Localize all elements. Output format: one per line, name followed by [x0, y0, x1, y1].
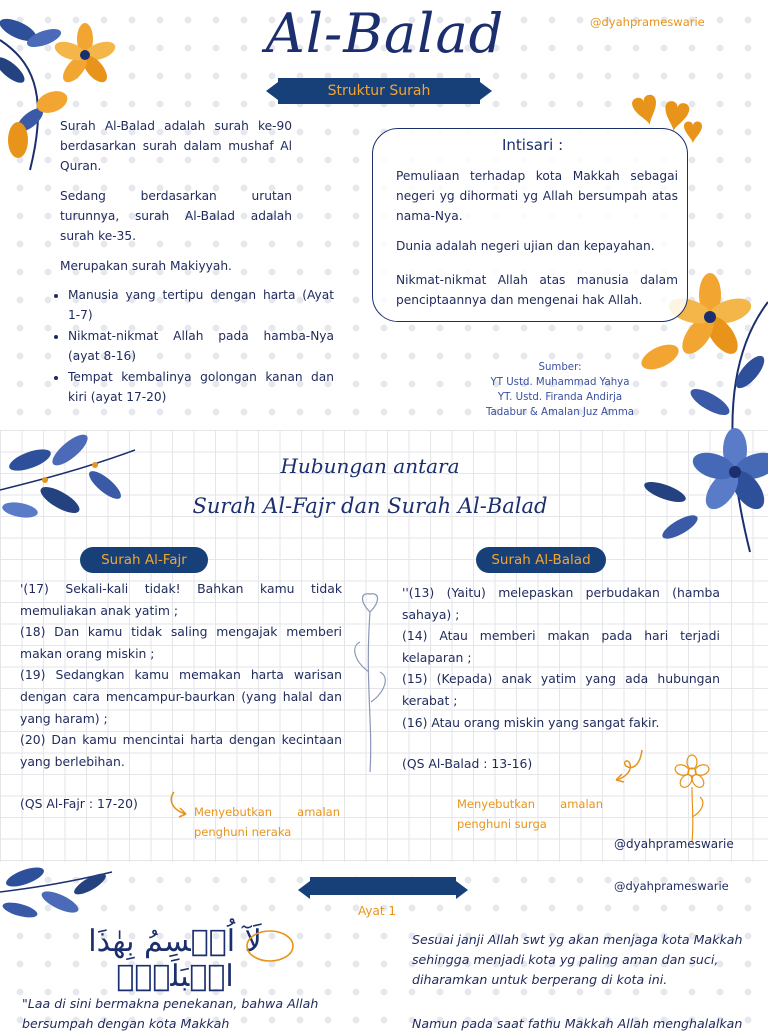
ayat-explanation-continued: Namun pada saat fathu Makkah Allah menghalalkan — [412, 1016, 743, 1031]
verse-13: ''(13) (Yaitu) melepaskan perbudakan (hamba sahaya) ; — [402, 585, 720, 622]
ayat-ribbon — [310, 877, 456, 895]
source-item: YT. Ustd. Firanda Andirja — [497, 392, 623, 403]
relation-heading-line2: Surah Al-Fajr dan Surah Al-Balad — [192, 494, 548, 518]
structure-list — [50, 286, 334, 409]
al-balad-reference: (QS Al-Balad : 13-16) — [402, 756, 533, 771]
surah-al-fajr-label: Surah Al-Fajr — [80, 547, 208, 573]
verse-17: '(17) Sekali-kali tidak! Bahkan kamu tidak memuliakan anak yatim ; — [20, 581, 342, 618]
author-handle: @dyahprameswarie — [590, 15, 705, 29]
list-item: • Manusia yang tertipu dengan harta (Ayat 1-7) — [68, 286, 334, 325]
squiggle-arrow-icon — [612, 748, 648, 784]
line-flower-sketch-icon — [345, 592, 395, 772]
intro-column — [60, 116, 292, 290]
author-handle-bottom: @dyahprameswarie — [614, 879, 729, 893]
al-balad-note: Menyebutkan amalan penghuni surga — [457, 797, 603, 831]
intro-paragraph-3: Merupakan surah Makiyyah. — [60, 259, 232, 273]
intisari-paragraph-3: Nikmat-nikmat Allah atas manusia dalam penciptaannya dan mengenai hak Allah. — [396, 273, 678, 307]
author-handle-middle: @dyahprameswarie — [614, 837, 734, 851]
intisari-title: Intisari : — [498, 136, 567, 154]
list-item: • Nikmat-nikmat Allah pada hamba-Nya (ayat 8-16) — [68, 327, 334, 366]
leaves-decoration-left-icon — [0, 430, 140, 530]
intisari-paragraph-1: Pemuliaan terhadap kota Makkah sebagai negeri yg dihormati yg Allah bersumpah atas nama-Nya. — [396, 169, 678, 223]
verse-20: (20) Dan kamu mencintai harta dengan kecintaan yang berlebihan. — [20, 732, 342, 769]
orange-flower-sketch-icon — [670, 752, 715, 842]
al-fajr-verses — [20, 578, 342, 772]
verse-19: (19) Sedangkan kamu memakan harta warisan dengan cara mencampur-baurkan (yang halal dan yang haram) ; — [20, 667, 342, 726]
source-label: Sumber: — [538, 362, 582, 373]
verse-15: (15) (Kepada) anak yatim yang ada hubungan kerabat ; — [402, 671, 720, 708]
source-item: YT Ustd. Muhammad Yahya — [490, 377, 630, 388]
al-fajr-note: Menyebutkan amalan penghuni neraka — [194, 805, 340, 839]
laa-explanation: "Laa di sini bermakna penekanan, bahwa Allah bersumpah dengan kota Makkah — [22, 996, 319, 1031]
section-ribbon: Struktur Surah — [278, 78, 480, 104]
intisari-content — [396, 166, 678, 320]
intro-paragraph-2: Sedang berdasarkan urutan turunnya, surah Al-Balad adalah surah ke-35. — [60, 189, 292, 243]
verse-14: (14) Atau memberi makan pada hari terjadi kelaparan ; — [402, 628, 720, 665]
relation-heading-line1: Hubungan antara — [280, 454, 460, 478]
intisari-paragraph-2: Dunia adalah negeri ujian dan kepayahan. — [396, 239, 655, 253]
surah-al-balad-label: Surah Al-Balad — [476, 547, 606, 573]
circle-highlight-icon — [244, 926, 296, 966]
source-list — [440, 360, 680, 420]
source-item: Tadabur & Amalan Juz Amma — [485, 407, 635, 418]
curved-arrow-icon — [166, 790, 196, 820]
ayat-label: Ayat 1 — [358, 904, 397, 918]
ayat-explanation: Sesuai janji Allah swt yg akan menjaga kota Makkah sehingga menjadi kota yg paling aman dan suci, diharamkan untuk berperang di kota ini. — [412, 932, 743, 987]
intro-paragraph-1: Surah Al-Balad adalah surah ke-90 berdasarkan surah dalam mushaf Al Quran. — [60, 119, 292, 173]
al-balad-verses — [402, 582, 720, 733]
list-item: • Tempat kembalinya golongan kanan dan kiri (ayat 17-20) — [68, 368, 334, 407]
leaves-decoration-bottom-left-icon — [0, 862, 115, 932]
page-title: Al-Balad — [265, 2, 505, 65]
al-fajr-reference: (QS Al-Fajr : 17-20) — [20, 796, 138, 811]
verse-18: (18) Dan kamu tidak saling mengajak memberi makan orang miskin ; — [20, 624, 342, 661]
verse-16: (16) Atau orang miskin yang sangat fakir. — [402, 714, 660, 730]
arabic-verse: لَآ اُقۡسِمُ بِهٰذَا الۡبَلَدِۙ — [88, 924, 262, 994]
